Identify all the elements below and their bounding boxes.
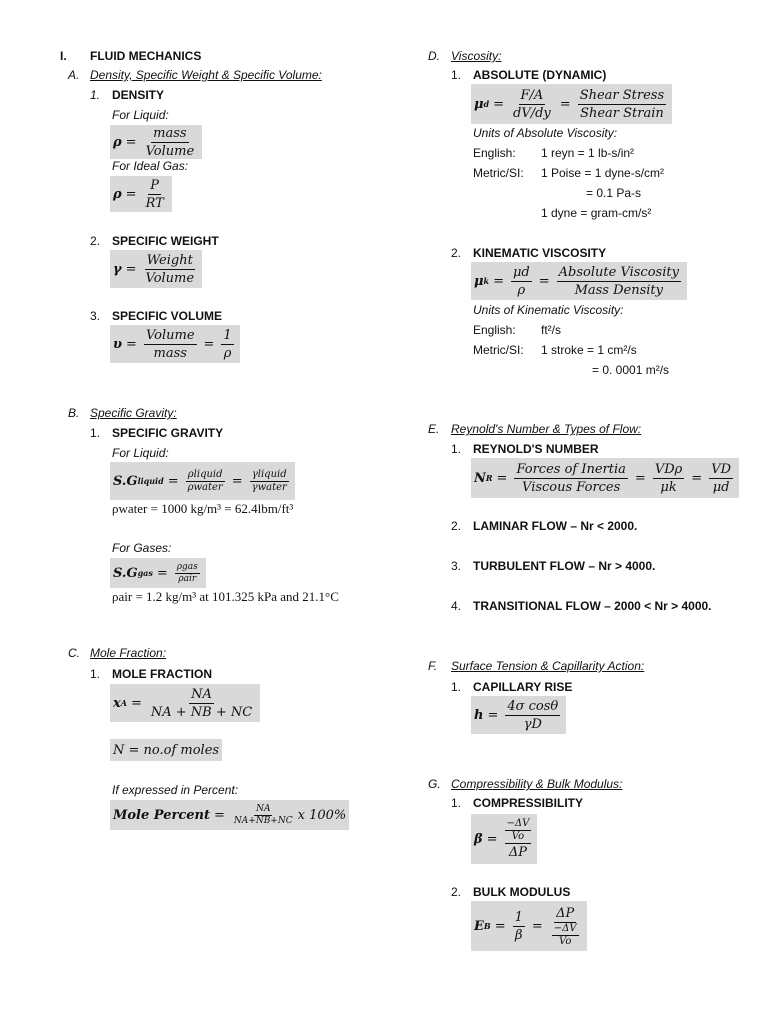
equation-density-liquid: ρ = $\frac{\text{mass}}{\text{Volume}}$ [110, 125, 202, 159]
item-title: MOLE FRACTION [112, 667, 212, 681]
subsection-letter: D. [428, 49, 440, 63]
item-title: REYNOLD'S NUMBER [473, 442, 599, 456]
equation-capillary-rise: h = $\frac{\text{4σ cosθ}}{\gamma D}$ [471, 696, 566, 734]
section-number: I. [60, 49, 67, 63]
equation-mole-percent: Mole Percent = $\frac{NA}{NA+NB+NC}$ x 100% [110, 800, 349, 830]
equation-sg-liquid: S.G liquid = $\frac{\text{ρliquid}}{\text{ρwater}}$ = $\frac{\text{γliquid}}{\text{γwater}}$ [110, 462, 295, 500]
subsection-title: Viscosity: [451, 49, 502, 63]
label: For Liquid: [112, 446, 169, 460]
transitional-flow: TRANSITIONAL FLOW – 2000 < Nr > 4000. [473, 599, 712, 613]
item-number: 1. [451, 680, 462, 694]
subsection-letter: C. [68, 646, 80, 660]
equation-mole-fraction: x A = $\frac{NA}{NA + NB + NC}$ [110, 684, 260, 722]
item-number: 4. [451, 599, 462, 613]
unit-label: English: [473, 323, 516, 337]
item-number: 3. [451, 559, 462, 573]
equation-specific-weight: γ = $\frac{\text{Weight}}{\text{Volume}}$ [110, 250, 202, 288]
item-title: ABSOLUTE (DYNAMIC) [473, 68, 607, 82]
item-title: SPECIFIC VOLUME [112, 309, 223, 323]
subsection-letter: F. [428, 659, 438, 673]
item-title: CAPILLARY RISE [473, 680, 573, 694]
unit-label: English: [473, 146, 516, 160]
item-number: 1. [90, 667, 101, 681]
equation-kinematic-viscosity: μ k = $\frac{\mu d}{\rho}$ = $\frac{\text{Absolute Viscosity}}{\text{Mass Density}}$ [471, 262, 687, 300]
unit-value: 1 dyne = gram-cm/s² [541, 206, 652, 220]
equation-reynolds-number: N R = $\frac{\text{Forces of Inertia}}{\text{Viscous Forces}}$ = $\frac{\text{VDρ}}{\mu k}$ = $\frac{VD}{\mu d}$ [471, 458, 739, 498]
label: For Ideal Gas: [112, 159, 189, 173]
equation-density-gas: ρ = $\frac{P}{RT}$ [110, 176, 172, 212]
item-number: 1. [451, 68, 462, 82]
subsection-title: Compressibility & Bulk Modulus: [451, 777, 623, 791]
moles-definition: N = no.of moles [110, 739, 222, 761]
subsection-letter: A. [68, 68, 80, 82]
subsection-title: Reynold's Number & Types of Flow: [451, 422, 642, 436]
item-title: DENSITY [112, 88, 165, 102]
unit-value: 1 Poise = 1 dyne-s/cm² [541, 166, 665, 180]
equation-absolute-viscosity: μ d = $\frac{F/A}{dV/dy}$ = $\frac{\text{Shear Stress}}{\text{Shear Strain}}$ [471, 84, 672, 124]
unit-value: = 0.1 Pa-s [586, 186, 642, 200]
unit-label: Metric/SI: [473, 166, 524, 180]
label: For Gases: [112, 541, 172, 555]
item-title: SPECIFIC GRAVITY [112, 426, 224, 440]
label: Units of Kinematic Viscosity: [473, 303, 624, 317]
subsection-title: Surface Tension & Capillarity Action: [451, 659, 645, 673]
item-number: 1. [90, 426, 101, 440]
item-title: COMPRESSIBILITY [473, 796, 584, 810]
item-number: 1. [451, 796, 462, 810]
subsection-letter: E. [428, 422, 440, 436]
equation-specific-volume: υ = $\frac{\text{Volume}}{\text{mass}}$ = $\frac{1}{\rho}$ [110, 325, 240, 363]
item-number: 2. [451, 519, 462, 533]
item-number: 3. [90, 309, 101, 323]
equation-bulk-modulus: E B = $\frac{1}{\beta}$ = $\frac{\Delta P}{\frac{-\Delta V}{Vo}}$ [471, 901, 587, 951]
unit-value: 1 reyn = 1 lb-s/in² [541, 146, 635, 160]
unit-value: 1 stroke = 1 cm²/s [541, 343, 637, 357]
equation-sg-gas: S.G gas = $\frac{\text{ρgas}}{\text{ρair}}$ [110, 558, 206, 588]
equation-compressibility: β = $\frac{\frac{-\Delta V}{Vo}}{\Delta P}$ [471, 814, 537, 864]
item-number: 1. [451, 442, 462, 456]
label: For Liquid: [112, 108, 169, 122]
subsection-letter: B. [68, 406, 80, 420]
subsection-title: Mole Fraction: [90, 646, 167, 660]
item-title: SPECIFIC WEIGHT [112, 234, 219, 248]
turbulent-flow: TURBULENT FLOW – Nr > 4000. [473, 559, 656, 573]
item-number: 2. [451, 885, 462, 899]
water-density-note: ρwater = 1000 kg/m³ = 62.4lbm/ft³ [112, 501, 294, 516]
unit-value: ft²/s [541, 323, 561, 337]
subsection-letter: G. [428, 777, 441, 791]
unit-value: = 0. 0001 m²/s [592, 363, 670, 377]
label: Units of Absolute Viscosity: [473, 126, 618, 140]
item-number: 1. [90, 88, 101, 102]
item-title: BULK MODULUS [473, 885, 571, 899]
subsection-title: Density, Specific Weight & Specific Volume: [90, 68, 322, 82]
unit-label: Metric/SI: [473, 343, 524, 357]
item-number: 2. [451, 246, 462, 260]
laminar-flow: LAMINAR FLOW – Nr < 2000. [473, 519, 638, 533]
air-density-note: ρair = 1.2 kg/m³ at 101.325 kPa and 21.1°C [112, 589, 339, 604]
label: If expressed in Percent: [112, 783, 239, 797]
subsection-title: Specific Gravity: [90, 406, 177, 420]
section-title: FLUID MECHANICS [90, 49, 202, 63]
item-title: KINEMATIC VISCOSITY [473, 246, 607, 260]
item-number: 2. [90, 234, 101, 248]
